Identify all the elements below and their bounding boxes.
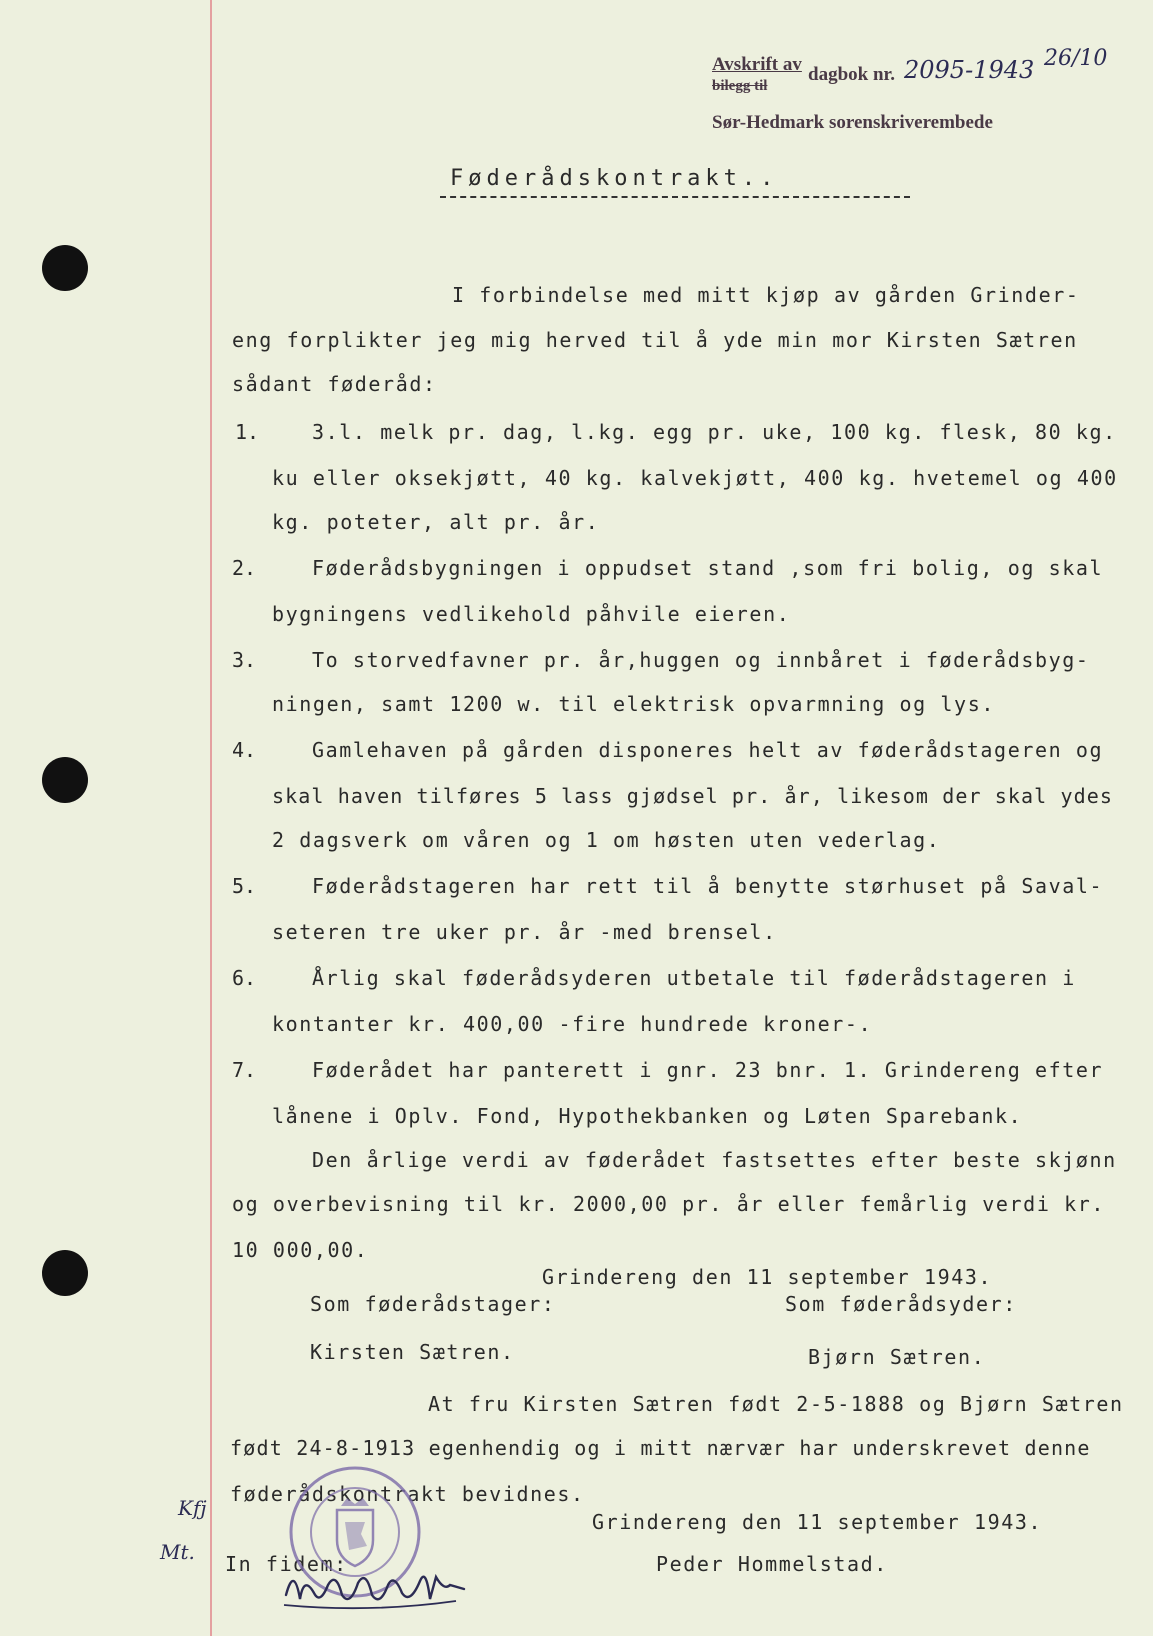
item-line: ku eller oksekjøtt, 40 kg. kalvekjøtt, 400 kg. hvetemel og 400 bbox=[272, 466, 1118, 490]
in-fidem-label: In fidem: bbox=[225, 1552, 348, 1576]
item-line: kg. poteter, alt pr. år. bbox=[272, 510, 600, 534]
handwritten-signature-icon bbox=[280, 1555, 470, 1615]
intro-line: eng forplikter jeg mig herved til å yde min mor Kirsten Sætren bbox=[232, 328, 1078, 352]
item-line: 2 dagsverk om våren og 1 om høsten uten vederlag. bbox=[272, 828, 941, 852]
signatory-role-right: Som føderådsyder: bbox=[785, 1292, 1017, 1316]
dagbok-number: 2095-1943 bbox=[904, 56, 1035, 84]
item-number: 4. bbox=[232, 738, 257, 762]
witness-line: født 24-8-1913 egenhendig og i mitt nærvær har underskrevet denne bbox=[230, 1436, 1091, 1460]
item-line: To storvedfavner pr. år,huggen og innbåret i føderådsbyg- bbox=[312, 648, 1090, 672]
punch-hole-top bbox=[42, 245, 88, 291]
title-underline bbox=[440, 196, 910, 198]
item-line: skal haven tilføres 5 lass gjødsel pr. år, likesom der skal ydes bbox=[272, 784, 1114, 808]
witness-line: føderådskontrakt bevidnes. bbox=[230, 1482, 585, 1506]
place-date: Grindereng den 11 september 1943. bbox=[592, 1510, 1043, 1534]
item-number: 1. bbox=[235, 420, 260, 444]
item-number: 3. bbox=[232, 648, 257, 672]
dagbok-date: 26/10 bbox=[1044, 46, 1108, 71]
dagbok-label: dagbok nr. bbox=[808, 64, 895, 85]
item-line: bygningens vedlikehold påhvile eieren. bbox=[272, 602, 791, 626]
intro-line: sådant føderåd: bbox=[232, 372, 437, 396]
item-line: 3.l. melk pr. dag, l.kg. egg pr. uke, 100 kg. flesk, 80 kg. bbox=[312, 420, 1117, 444]
signatory-name-right: Bjørn Sætren. bbox=[808, 1345, 986, 1369]
document-title: Føderådskontrakt.. bbox=[450, 166, 779, 191]
margin-note: Kfj bbox=[178, 1496, 207, 1520]
item-line: kontanter kr. 400,00 -fire hundrede kroner-. bbox=[272, 1012, 873, 1036]
item-line: Føderådet har panterett i gnr. 23 bnr. 1. Grindereng efter bbox=[312, 1058, 1104, 1082]
item-line: seteren tre uker pr. år -med brensel. bbox=[272, 920, 777, 944]
bilag-label: bilegg til bbox=[712, 78, 768, 94]
place-date: Grindereng den 11 september 1943. bbox=[542, 1265, 993, 1289]
item-number: 2. bbox=[232, 556, 257, 580]
signatory-role-left: Som føderådstager: bbox=[310, 1292, 556, 1316]
valuation-line: 10 000,00. bbox=[232, 1238, 369, 1262]
item-line: Gamlehaven på gården disponeres helt av føderådstageren og bbox=[312, 738, 1104, 762]
item-line: Årlig skal føderådsyderen utbetale til føderådstageren i bbox=[312, 966, 1076, 990]
valuation-line: og overbevisning til kr. 2000,00 pr. år eller femårlig verdi kr. bbox=[232, 1192, 1106, 1216]
intro-line: I forbindelse med mitt kjøp av gården Grinder- bbox=[452, 283, 1080, 307]
witness-line: At fru Kirsten Sætren født 2-5-1888 og Bjørn Sætren bbox=[428, 1392, 1124, 1416]
valuation-line: Den årlige verdi av føderådet fastsettes efter beste skjønn bbox=[312, 1148, 1117, 1172]
office-stamp: Sør-Hedmark sorenskriverembede bbox=[712, 112, 993, 133]
item-number: 7. bbox=[232, 1058, 257, 1082]
item-number: 5. bbox=[232, 874, 257, 898]
signatory-name-left: Kirsten Sætren. bbox=[310, 1340, 515, 1364]
avskrift-label: Avskrift av bbox=[712, 54, 802, 75]
item-line: Føderådsbygningen i oppudset stand ,som fri bolig, og skal bbox=[312, 556, 1104, 580]
item-number: 6. bbox=[232, 966, 257, 990]
punch-hole-bottom bbox=[42, 1250, 88, 1296]
margin-note: Mt. bbox=[160, 1540, 195, 1564]
punch-hole-middle bbox=[42, 757, 88, 803]
item-line: ningen, samt 1200 w. til elektrisk opvarmning og lys. bbox=[272, 692, 995, 716]
witness-name: Peder Hommelstad. bbox=[656, 1552, 888, 1576]
item-line: lånene i Oplv. Fond, Hypothekbanken og Løten Sparebank. bbox=[272, 1104, 1023, 1128]
item-line: Føderådstageren har rett til å benytte størhuset på Saval- bbox=[312, 874, 1104, 898]
margin-rule bbox=[210, 0, 212, 1636]
